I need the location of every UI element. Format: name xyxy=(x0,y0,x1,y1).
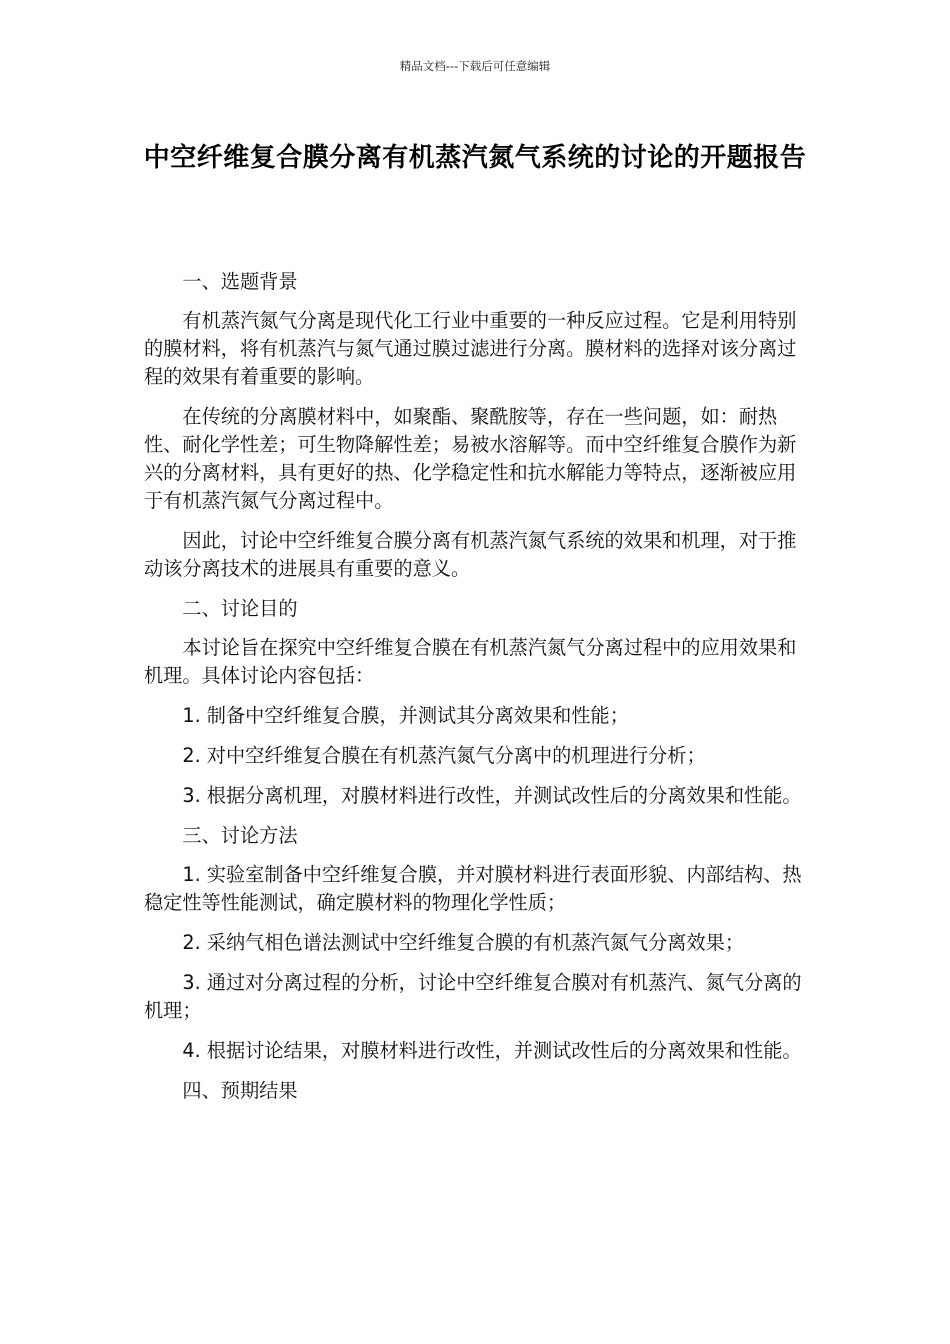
list-item: 4. 根据讨论结果，对膜材料进行改性，并测试改性后的分离效果和性能。 xyxy=(182,1039,802,1062)
header-note: 精品文档---下载后可任意编辑 xyxy=(399,59,551,73)
section-heading: 一、选题背景 xyxy=(182,270,298,293)
paragraph: 本讨论旨在探究中空纤维复合膜在有机蒸汽氮气分离过程中的应用效果和机理。具体讨论内容包括： xyxy=(144,636,797,687)
section-heading: 三、讨论方法 xyxy=(182,824,298,847)
list-item: 3. 根据分离机理，对膜材料进行改性，并测试改性后的分离效果和性能。 xyxy=(182,784,802,807)
list-item: 2. 采纳气相色谱法测试中空纤维复合膜的有机蒸汽氮气分离效果； xyxy=(182,931,745,954)
list-item: 3. 通过对分离过程的分析，讨论中空纤维复合膜对有机蒸汽、氮气分离的机理； xyxy=(144,971,802,1022)
paragraph: 有机蒸汽氮气分离是现代化工行业中重要的一种反应过程。它是利用特别的膜材料，将有机蒸汽与氮气通过膜过滤进行分离。膜材料的选择对该分离过程的效果有着重要的影响。 xyxy=(144,309,797,388)
list-item: 2. 对中空纤维复合膜在有机蒸汽氮气分离中的机理进行分析； xyxy=(182,744,706,767)
list-item: 1. 实验室制备中空纤维复合膜，并对膜材料进行表面形貌、内部结构、热稳定性等性能测试，确定膜材料的物理化学性质； xyxy=(144,863,802,914)
section-heading: 四、预期结果 xyxy=(182,1079,298,1102)
paragraph: 在传统的分离膜材料中，如聚酯、聚酰胺等，存在一些问题，如：耐热性、耐化学性差；可生物降解性差；易被水溶解等。而中空纤维复合膜作为新兴的分离材料，具有更好的热、化学稳定性和抗水解能力等特点，逐渐被应用于有机蒸汽氮气分离过程中。 xyxy=(144,405,797,512)
document-title: 中空纤维复合膜分离有机蒸汽氮气系统的讨论的开题报告 xyxy=(143,143,807,173)
paragraph: 因此，讨论中空纤维复合膜分离有机蒸汽氮气系统的效果和机理，对于推动该分离技术的进展具有重要的意义。 xyxy=(144,529,797,580)
section-heading: 二、讨论目的 xyxy=(182,597,298,620)
document-body xyxy=(144,268,806,1116)
list-item: 1. 制备中空纤维复合膜，并测试其分离效果和性能； xyxy=(182,704,629,727)
